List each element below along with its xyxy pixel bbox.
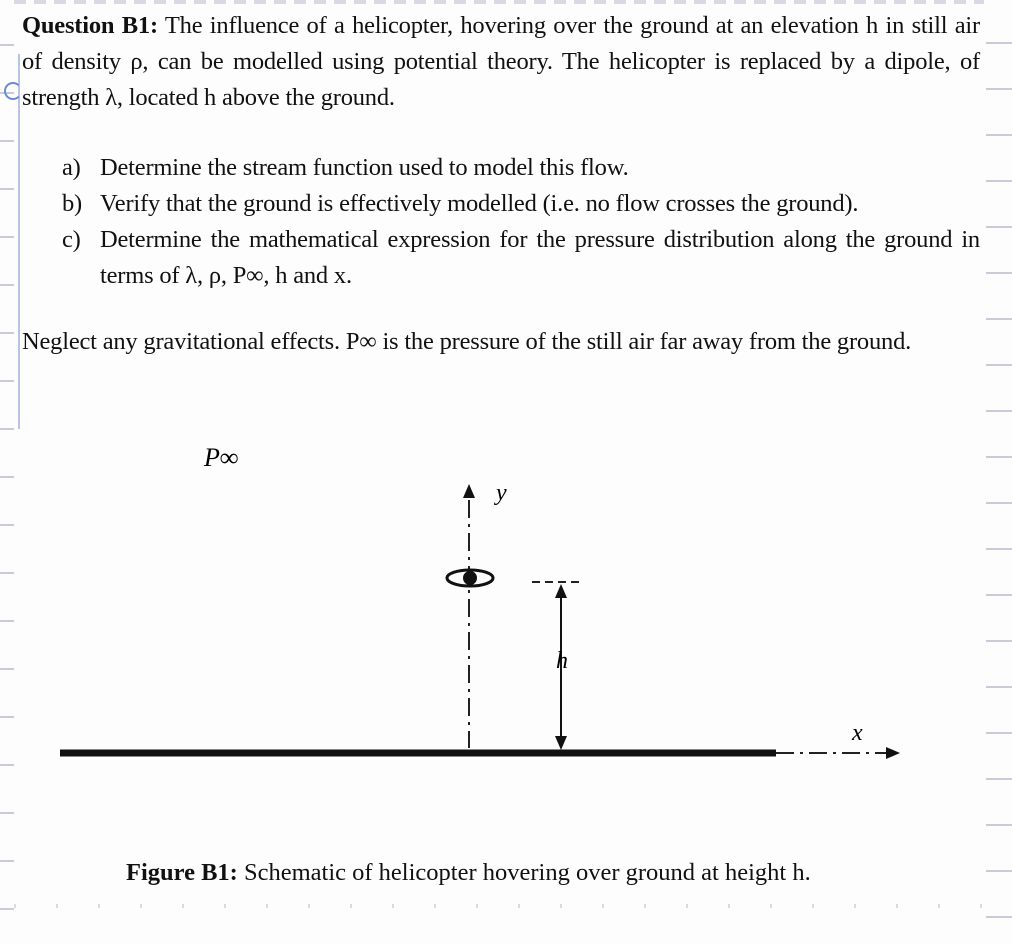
question-intro — [22, 8, 980, 116]
caption-label: Figure B1: — [126, 859, 238, 886]
dipole-center-icon — [463, 571, 477, 585]
question-text: The influence of a helicopter, hovering over the ground at an elevation h in still air of density ρ, can be modelled using potential theory. The helicopter is replaced by a dipole, of strength λ, located h above the ground. — [22, 12, 980, 111]
part-c — [62, 222, 980, 294]
question-label: Question B1: — [22, 12, 158, 39]
part-marker: b) — [62, 190, 83, 217]
caption-text: Schematic of helicopter hovering over ground at height h. — [243, 859, 811, 886]
text-cursor-bar — [18, 54, 20, 429]
question-parts — [62, 150, 980, 294]
part-a — [62, 150, 980, 186]
height-arrow-up-icon — [555, 584, 567, 598]
part-text: Determine the stream function used to model this flow. — [100, 154, 629, 181]
figure-caption — [126, 855, 886, 891]
part-marker: a) — [62, 154, 81, 181]
bottom-margin-marks — [14, 904, 984, 908]
y-axis-label: y — [496, 480, 507, 506]
x-axis-label: x — [852, 720, 863, 746]
part-text: Verify that the ground is effectively modelled (i.e. no flow crosses the ground). — [100, 190, 859, 217]
p-infinity-label: P∞ — [204, 443, 239, 472]
figure-b1-schematic — [0, 420, 1012, 780]
neglect-note: Neglect any gravitational effects. P∞ is the pressure of the still air far away from the ground. — [22, 328, 912, 355]
part-text: Determine the mathematical expression for the pressure distribution along the ground in terms of λ, ρ, P∞, h and x. — [100, 226, 980, 289]
cursor-handle-icon[interactable] — [4, 82, 22, 100]
x-axis-arrow-icon — [886, 747, 900, 759]
part-marker: c) — [62, 226, 81, 253]
part-b — [62, 186, 980, 222]
height-arrow-down-icon — [555, 736, 567, 750]
height-label: h — [556, 648, 568, 674]
top-margin-marks — [14, 0, 984, 4]
y-axis-arrow-icon — [463, 484, 475, 498]
